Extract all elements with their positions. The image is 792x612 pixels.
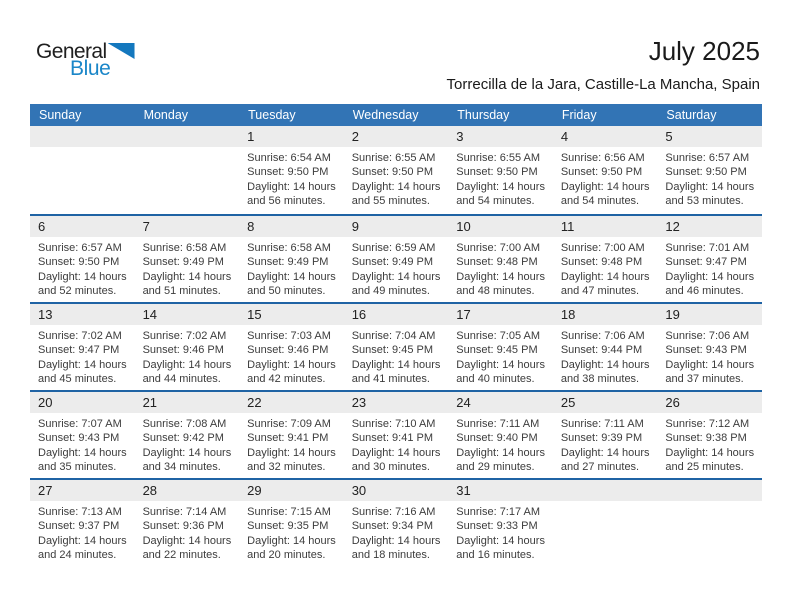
daylight-text: Daylight: 14 hours and 29 minutes. [456,446,545,474]
day-details [344,501,449,563]
day-details [344,237,449,299]
day-number: 2 [344,126,449,147]
day-details [239,325,344,387]
sunset-text: Sunset: 9:44 PM [560,344,643,357]
day-details [344,413,449,475]
day-number: 26 [657,392,762,413]
sunrise-text: Sunrise: 7:06 AM [560,330,645,342]
day-cell [135,216,240,302]
day-cell [553,392,658,478]
day-number: 9 [344,216,449,237]
day-number: 7 [135,216,240,237]
sunrise-text: Sunrise: 7:08 AM [142,418,227,430]
day-cell [553,304,658,390]
title-block [447,36,760,93]
day-details [448,325,553,387]
sunrise-text: Sunrise: 6:58 AM [142,242,227,254]
daylight-text: Daylight: 14 hours and 55 minutes. [351,180,441,208]
empty-day-cell [657,480,762,566]
day-number: 24 [448,392,553,413]
day-details [239,237,344,299]
sunset-text: Sunset: 9:42 PM [142,432,224,445]
sunrise-text: Sunrise: 7:00 AM [456,242,541,254]
day-number: 1 [239,126,344,147]
day-details [448,501,553,563]
week-row [30,214,762,302]
day-number: 18 [553,304,658,325]
sunrise-text: Sunrise: 6:57 AM [38,242,122,254]
day-details [135,237,240,299]
daylight-text: Daylight: 14 hours and 42 minutes. [247,358,336,386]
day-number: 11 [553,216,658,237]
weekday-saturday: Saturday [666,108,717,122]
day-cell [657,216,762,302]
day-details [448,147,553,209]
calendar-weeks [30,126,762,566]
sunrise-text: Sunrise: 7:17 AM [456,506,541,518]
empty-day-cell [553,480,658,566]
day-cell [448,126,553,214]
calendar [30,104,762,566]
sunset-text: Sunset: 9:34 PM [351,520,434,533]
weekday-header-row [30,104,762,126]
week-row [30,390,762,478]
sunset-text: Sunset: 9:49 PM [247,256,329,269]
sunset-text: Sunset: 9:35 PM [247,520,329,533]
logo-text-general: General [36,40,107,63]
sunset-text: Sunset: 9:39 PM [560,432,643,445]
day-cell [135,304,240,390]
day-cell [448,392,553,478]
sunset-text: Sunset: 9:45 PM [351,344,434,357]
daylight-text: Daylight: 14 hours and 47 minutes. [560,270,650,298]
daylight-text: Daylight: 14 hours and 37 minutes. [665,358,755,386]
sunrise-text: Sunrise: 7:13 AM [38,506,122,518]
sunset-text: Sunset: 9:47 PM [38,344,120,357]
day-number: 25 [553,392,658,413]
sunrise-text: Sunrise: 7:09 AM [247,418,331,430]
day-details [553,325,658,387]
day-details [30,413,135,475]
daylight-text: Daylight: 14 hours and 24 minutes. [38,534,127,562]
daylight-text: Daylight: 14 hours and 25 minutes. [665,446,755,474]
sunrise-text: Sunrise: 6:59 AM [351,242,436,254]
sunset-text: Sunset: 9:41 PM [247,432,329,445]
day-cell [239,126,344,214]
day-details [657,325,762,387]
sunrise-text: Sunrise: 7:10 AM [351,418,436,430]
sunrise-text: Sunrise: 6:55 AM [456,152,541,164]
weekday-thursday: Thursday [457,108,510,122]
daylight-text: Daylight: 14 hours and 49 minutes. [351,270,441,298]
week-row [30,478,762,566]
sunrise-text: Sunrise: 7:01 AM [665,242,750,254]
day-cell [239,480,344,566]
sunset-text: Sunset: 9:50 PM [247,166,329,179]
day-details [344,325,449,387]
sunset-text: Sunset: 9:50 PM [560,166,643,179]
day-cell [239,392,344,478]
sunrise-text: Sunrise: 7:15 AM [247,506,331,518]
day-details [553,147,658,209]
day-number: 22 [239,392,344,413]
daylight-text: Daylight: 14 hours and 40 minutes. [456,358,545,386]
day-cell [657,126,762,214]
day-number: 6 [30,216,135,237]
day-cell [344,126,449,214]
day-cell [30,480,135,566]
day-cell [135,392,240,478]
daylight-text: Daylight: 14 hours and 48 minutes. [456,270,545,298]
sunrise-text: Sunrise: 7:14 AM [142,506,227,518]
day-details [30,501,135,563]
daylight-text: Daylight: 14 hours and 54 minutes. [456,180,545,208]
day-cell [344,304,449,390]
day-cell [135,480,240,566]
daylight-text: Daylight: 14 hours and 32 minutes. [247,446,336,474]
sunset-text: Sunset: 9:33 PM [456,520,538,533]
daylight-text: Daylight: 14 hours and 54 minutes. [560,180,650,208]
daylight-text: Daylight: 14 hours and 27 minutes. [560,446,650,474]
day-number: 30 [344,480,449,501]
day-number: 21 [135,392,240,413]
day-cell [344,216,449,302]
day-number: 27 [30,480,135,501]
sunrise-text: Sunrise: 7:11 AM [560,418,644,430]
sunrise-text: Sunrise: 7:04 AM [351,330,436,342]
month-title: July 2025 [648,36,760,66]
sunrise-text: Sunrise: 7:05 AM [456,330,541,342]
sunset-text: Sunset: 9:46 PM [247,344,329,357]
sunset-text: Sunset: 9:38 PM [665,432,747,445]
day-cell [553,216,658,302]
day-cell [30,216,135,302]
day-number: 19 [657,304,762,325]
day-number: 14 [135,304,240,325]
day-details [239,413,344,475]
sunset-text: Sunset: 9:46 PM [142,344,224,357]
daylight-text: Daylight: 14 hours and 45 minutes. [38,358,127,386]
day-cell [30,304,135,390]
day-details [135,325,240,387]
week-row [30,126,762,214]
daylight-text: Daylight: 14 hours and 34 minutes. [142,446,232,474]
day-number: 4 [553,126,658,147]
day-number: 12 [657,216,762,237]
day-number: 31 [448,480,553,501]
sunset-text: Sunset: 9:36 PM [142,520,224,533]
day-number [657,480,762,501]
sunrise-text: Sunrise: 7:06 AM [665,330,750,342]
day-details [657,413,762,475]
day-cell [344,392,449,478]
daylight-text: Daylight: 14 hours and 53 minutes. [665,180,755,208]
weekday-monday: Monday [143,108,189,122]
day-details [135,501,240,563]
day-number: 28 [135,480,240,501]
sunrise-text: Sunrise: 7:00 AM [560,242,645,254]
empty-day-cell [135,126,240,214]
sunrise-text: Sunrise: 7:12 AM [665,418,750,430]
day-cell [448,216,553,302]
sunset-text: Sunset: 9:50 PM [351,166,434,179]
daylight-text: Daylight: 14 hours and 52 minutes. [38,270,127,298]
sunrise-text: Sunrise: 6:54 AM [247,152,331,164]
daylight-text: Daylight: 14 hours and 51 minutes. [142,270,232,298]
daylight-text: Daylight: 14 hours and 50 minutes. [247,270,336,298]
sunrise-text: Sunrise: 6:58 AM [247,242,331,254]
sunset-text: Sunset: 9:50 PM [665,166,747,179]
day-number [30,126,135,147]
daylight-text: Daylight: 14 hours and 38 minutes. [560,358,650,386]
day-details [553,237,658,299]
day-number [135,126,240,147]
sunrise-text: Sunrise: 7:02 AM [38,330,122,342]
sunrise-text: Sunrise: 7:02 AM [142,330,227,342]
daylight-text: Daylight: 14 hours and 20 minutes. [247,534,336,562]
sunset-text: Sunset: 9:45 PM [456,344,538,357]
daylight-text: Daylight: 14 hours and 16 minutes. [456,534,545,562]
sunset-text: Sunset: 9:37 PM [38,520,120,533]
day-number: 5 [657,126,762,147]
weekday-tuesday: Tuesday [248,108,296,122]
sunset-text: Sunset: 9:47 PM [665,256,747,269]
daylight-text: Daylight: 14 hours and 18 minutes. [351,534,441,562]
day-cell [553,126,658,214]
day-details [657,237,762,299]
day-details [239,501,344,563]
day-number: 15 [239,304,344,325]
logo-text-blue: Blue [70,57,111,80]
sunset-text: Sunset: 9:49 PM [142,256,224,269]
sunset-text: Sunset: 9:50 PM [456,166,538,179]
daylight-text: Daylight: 14 hours and 44 minutes. [142,358,232,386]
sunset-text: Sunset: 9:43 PM [665,344,747,357]
weekday-sunday: Sunday [39,108,82,122]
empty-day-cell [30,126,135,214]
day-number: 17 [448,304,553,325]
daylight-text: Daylight: 14 hours and 22 minutes. [142,534,232,562]
sunset-text: Sunset: 9:48 PM [560,256,643,269]
sunrise-text: Sunrise: 7:07 AM [38,418,122,430]
day-number: 23 [344,392,449,413]
daylight-text: Daylight: 14 hours and 56 minutes. [247,180,336,208]
day-number: 16 [344,304,449,325]
day-details [239,147,344,209]
sunset-text: Sunset: 9:43 PM [38,432,120,445]
daylight-text: Daylight: 14 hours and 46 minutes. [665,270,755,298]
general-blue-logo [36,40,135,81]
day-details [553,413,658,475]
day-cell [239,216,344,302]
location-subtitle: Torrecilla de la Jara, Castille-La Mancha, Spain [446,76,760,93]
day-cell [239,304,344,390]
day-details [30,237,135,299]
day-details [30,325,135,387]
sunset-text: Sunset: 9:49 PM [351,256,434,269]
day-number: 10 [448,216,553,237]
day-details [448,237,553,299]
day-number: 29 [239,480,344,501]
day-number: 8 [239,216,344,237]
sunrise-text: Sunrise: 6:57 AM [665,152,750,164]
day-details [657,147,762,209]
day-cell [448,304,553,390]
day-number: 20 [30,392,135,413]
day-cell [344,480,449,566]
sunset-text: Sunset: 9:41 PM [351,432,434,445]
daylight-text: Daylight: 14 hours and 41 minutes. [351,358,441,386]
day-number [553,480,658,501]
daylight-text: Daylight: 14 hours and 35 minutes. [38,446,127,474]
week-row [30,302,762,390]
sunset-text: Sunset: 9:48 PM [456,256,538,269]
day-number: 3 [448,126,553,147]
weekday-wednesday: Wednesday [352,108,419,122]
day-cell [657,392,762,478]
day-details [448,413,553,475]
day-cell [657,304,762,390]
day-cell [30,392,135,478]
day-details [344,147,449,209]
sunrise-text: Sunrise: 6:55 AM [351,152,436,164]
day-cell [448,480,553,566]
sunrise-text: Sunrise: 7:16 AM [351,506,436,518]
sunrise-text: Sunrise: 7:03 AM [247,330,331,342]
sunrise-text: Sunrise: 7:11 AM [456,418,540,430]
daylight-text: Daylight: 14 hours and 30 minutes. [351,446,441,474]
sunrise-text: Sunrise: 6:56 AM [560,152,645,164]
weekday-friday: Friday [561,108,597,122]
sunset-text: Sunset: 9:40 PM [456,432,538,445]
day-number: 13 [30,304,135,325]
sunset-text: Sunset: 9:50 PM [38,256,120,269]
day-details [135,413,240,475]
